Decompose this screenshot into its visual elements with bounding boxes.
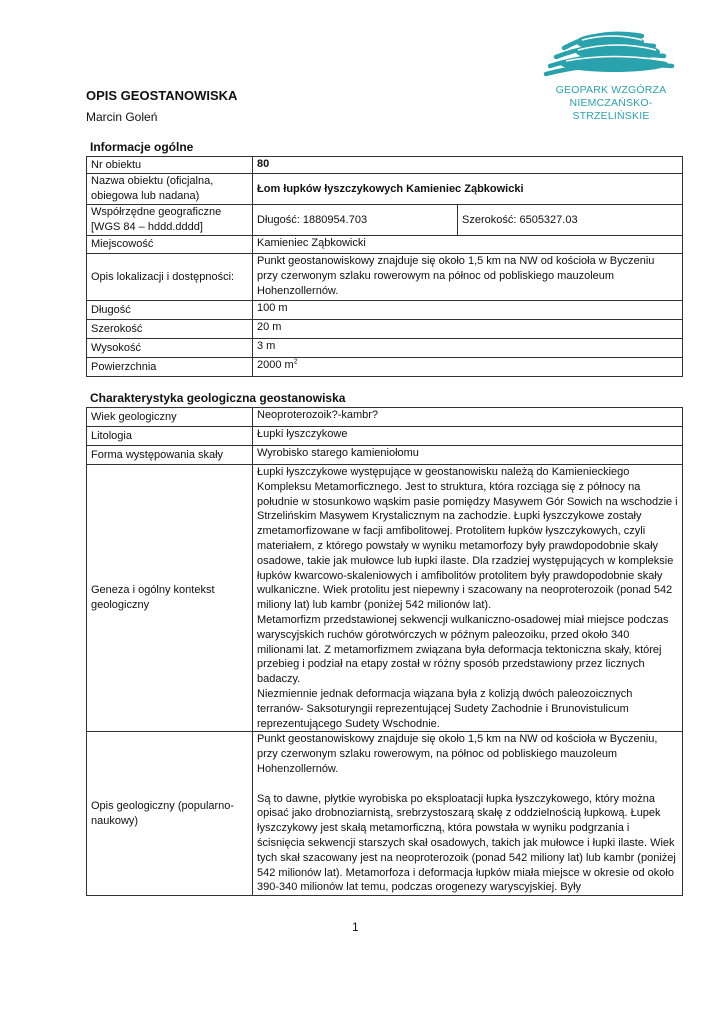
row-label: Nazwa obiektu (oficjalna, obiegowa lub nadana) bbox=[87, 174, 253, 205]
row-label: Opis geologiczny (popularno-naukowy) bbox=[87, 732, 253, 896]
table-row bbox=[87, 157, 683, 174]
geopark-hills-icon bbox=[530, 28, 690, 88]
row-label: Długość bbox=[87, 301, 253, 320]
row-value: 100 m bbox=[253, 301, 683, 320]
document-author: Marcin Goleń bbox=[86, 110, 158, 124]
row-value bbox=[253, 732, 683, 896]
table-row bbox=[87, 427, 683, 446]
table-row bbox=[87, 205, 683, 236]
section-heading-general: Informacje ogólne bbox=[90, 140, 194, 154]
general-info-table bbox=[86, 156, 683, 377]
row-label: Opis lokalizacji i dostępności: bbox=[87, 254, 253, 301]
row-value bbox=[253, 465, 683, 732]
table-row bbox=[87, 408, 683, 427]
row-value: 80 bbox=[253, 157, 683, 174]
page-number: 1 bbox=[352, 920, 359, 934]
row-label: Wysokość bbox=[87, 339, 253, 358]
table-row bbox=[87, 236, 683, 254]
table-row bbox=[87, 320, 683, 339]
row-label: Szerokość bbox=[87, 320, 253, 339]
section-heading-geology: Charakterystyka geologiczna geostanowiska bbox=[90, 391, 346, 405]
row-value: Neoproterozoik?-kambr? bbox=[253, 408, 683, 427]
row-label: Współrzędne geograficzne [WGS 84 – hddd.dddd] bbox=[87, 205, 253, 236]
genesis-paragraph-2: Metamorfizm przedstawionej sekwencji wulkaniczno-osadowej miał miejsce podczas waryscyjskich ruchów górotwórczych w późnym paleozoiku, przed około 340 milionami lat. Z metamorfizmem związana była deformacja tektoniczna skały, której przebieg i podział na etapy został w różny sposób przedstawiony przez licznych badaczy. bbox=[257, 613, 669, 686]
paragraph-spacer bbox=[257, 777, 678, 792]
table-row bbox=[87, 446, 683, 465]
row-value bbox=[253, 358, 683, 377]
area-unit-superscript: 2 bbox=[293, 358, 298, 366]
table-row bbox=[87, 174, 683, 205]
table-row bbox=[87, 465, 683, 732]
logo-line-2: NIEMCZAŃSKO-STRZELIŃSKIE bbox=[569, 97, 653, 122]
table-row bbox=[87, 339, 683, 358]
latitude-value: Szerokość: 6505327.03 bbox=[458, 205, 683, 236]
row-label: Forma występowania skały bbox=[87, 446, 253, 465]
table-row bbox=[87, 301, 683, 320]
row-value: Wyrobisko starego kamieniołomu bbox=[253, 446, 683, 465]
longitude-value: Długość: 1880954.703 bbox=[253, 205, 458, 236]
row-label: Geneza i ogólny kontekst geologiczny bbox=[87, 465, 253, 732]
genesis-paragraph-1: Łupki łyszczykowe występujące w geostanowisku należą do Kamienieckiego Kompleksu Metamorficznego. Jest to struktura, która rozciąga się z północy na południe w stosunkowo wąskim pasie pomiędzy Masywem Gór Sowich na wschodzie i Strzelińskim Masywem Krystalicznym na zachodzie. Łupki łyszczykowe zostały zmetamorfizowane w facji amfibolitowej. Protolitem łupków łyszczykowych, czyli materiałem, z którego powstały w wyniku metamorfozy były prawdopodobnie skały osadowe, takie jak mułowce lub łupki ilaste. Dla rzadziej występujących w kompleksie łupków kwarcowo-skaleniowych i amfibolitów protolitem były prawdopodobnie skały wulkaniczne. Wiek protolitu jest niepewny i szacowany na neoproterozoik (ponad 542 miliony lat) lub kambr (poniżej 542 milionów lat). bbox=[257, 466, 678, 612]
row-label: Litologia bbox=[87, 427, 253, 446]
row-value: Kamieniec Ząbkowicki bbox=[253, 236, 683, 254]
row-value: Punkt geostanowiskowy znajduje się około 1,5 km na NW od kościoła w Byczeniu przy czerwonym szlaku rowerowym na północ od pobliskiego mauzoleum Hohenzollernów. bbox=[253, 254, 683, 301]
row-label: Nr obiektu bbox=[87, 157, 253, 174]
area-value: 2000 m bbox=[257, 359, 294, 371]
popular-paragraph-1: Punkt geostanowiskowy znajduje się około 1,5 km na NW od kościoła w Byczeniu, przy czerwonym szlaku rowerowym, na północ od pobliskiego mauzoleum Hohenzollernów. bbox=[257, 733, 658, 775]
row-value: 20 m bbox=[253, 320, 683, 339]
row-label: Miejscowość bbox=[87, 236, 253, 254]
geology-table bbox=[86, 407, 683, 896]
geopark-logo bbox=[530, 28, 690, 122]
row-value: Łupki łyszczykowe bbox=[253, 427, 683, 446]
row-label: Wiek geologiczny bbox=[87, 408, 253, 427]
table-row bbox=[87, 732, 683, 896]
table-row bbox=[87, 358, 683, 377]
table-row bbox=[87, 254, 683, 301]
row-value: Łom łupków łyszczykowych Kamieniec Ząbkowicki bbox=[253, 174, 683, 205]
genesis-paragraph-3: Niezmiennie jednak deformacja wiązana była z kolizją dwóch paleozoicznych terranów- Saksoturyngii reprezentującej Sudety Zachodnie i Brunovistulicum reprezentującego Sudety Wschodnie. bbox=[257, 687, 633, 730]
row-value: 3 m bbox=[253, 339, 683, 358]
logo-line-1: GEOPARK WZGÓRZA bbox=[555, 84, 667, 96]
document-title: OPIS GEOSTANOWISKA bbox=[86, 88, 238, 103]
popular-paragraph-2: Są to dawne, płytkie wyrobiska po eksploatacji łupka łyszczykowego, który można opisać jako drobnoziarnistą, srebrzystoszarą skałę z oddzielnością łupkową. Łupek łyszczykowy jest skałą metamorficzną, która powstała w wyniku podgrzania i ścisnięcia sekwencji starszych skał osadowych, takich jak mułowce i łupki ilaste. Wiek tych skał szacowany jest na neoproterozoik (ponad 542 miliony lat) lub kambr (poniżej 542 milionów lat). Metamorfoza i deformacja łupków miała miejsce w okresie od około 390-340 milionów lat temu, podczas orogenezy waryscyjskiej. Były bbox=[257, 792, 676, 894]
row-label: Powierzchnia bbox=[87, 358, 253, 377]
